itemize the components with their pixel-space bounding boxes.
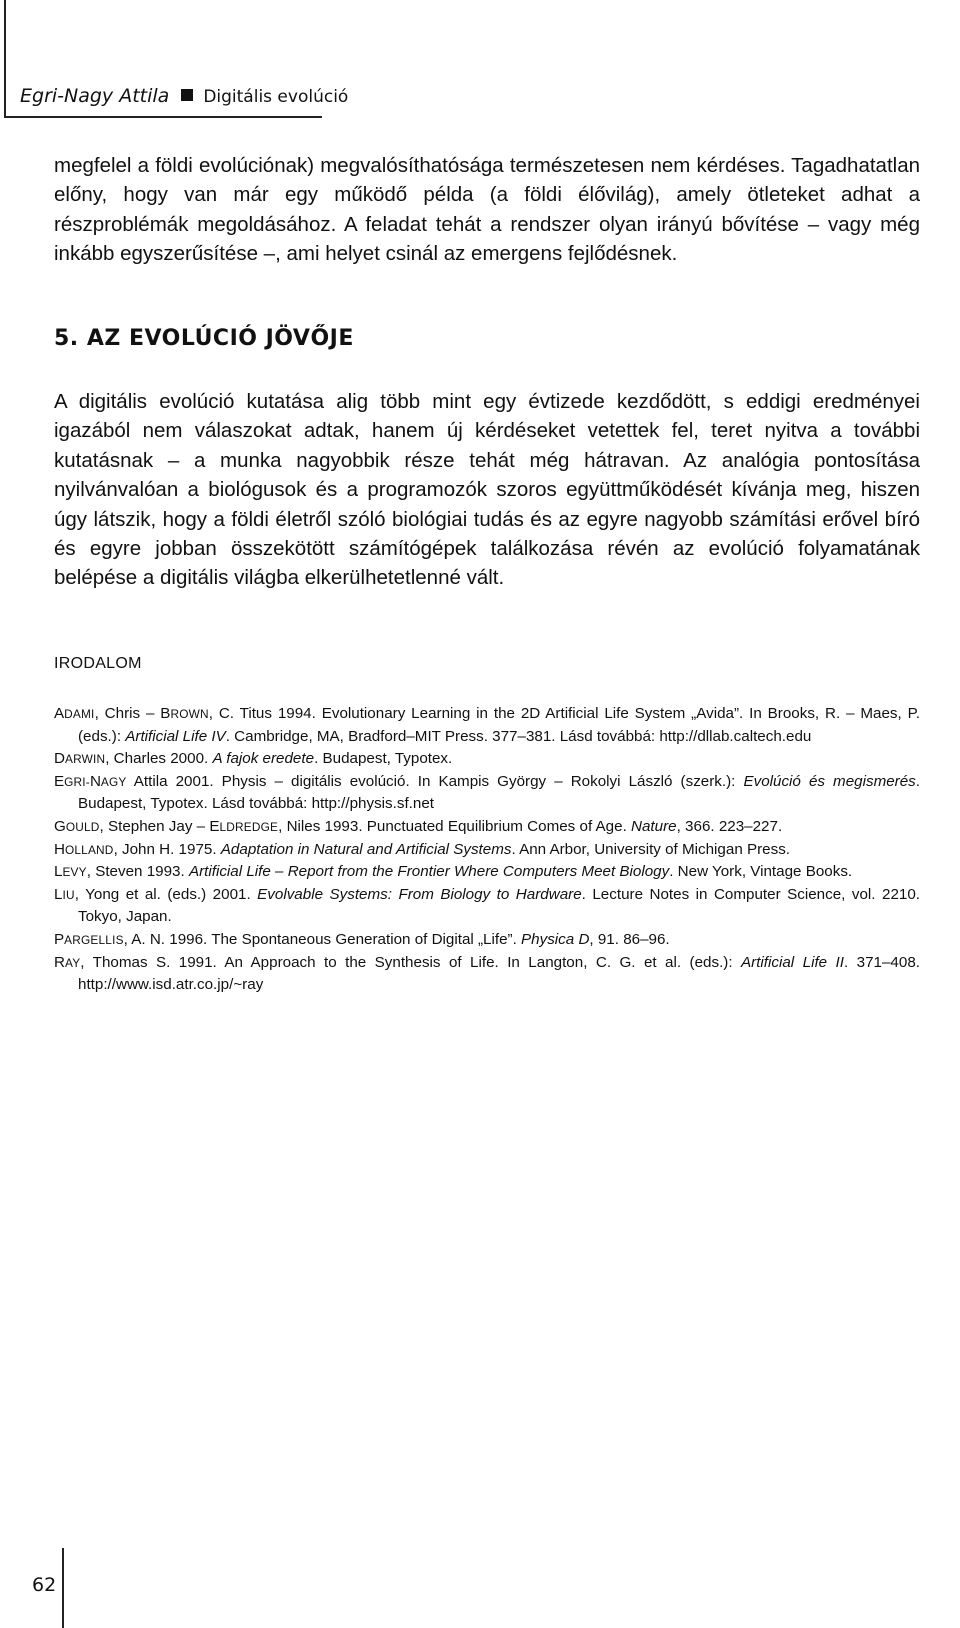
reference-egri-nagy: EGRI-NAGY Attila 2001. Physis – digitális evolúció. In Kampis György – Rokolyi László (szerk.): Evolúció és megismerés. Budapest, Typotex. Lásd továbbá: http://physis.sf.net: [54, 772, 920, 813]
references-list: [54, 703, 920, 997]
section-heading: 5. AZ EVOLÚCIÓ JÖVŐJE: [54, 326, 354, 351]
reference-adami: ADAMI, Chris – BROWN, C. Titus 1994. Evolutionary Learning in the 2D Artificial Life System „Avida”. In Brooks, R. – Maes, P. (eds.): Artificial Life IV. Cambridge, MA, Bradford–MIT Press. 377–381. Lásd továbbá: http://dllab.caltech.edu: [54, 705, 921, 745]
header-vertical-rule: [4, 0, 6, 118]
paragraph-intro: megfelel a földi evolúciónak) megvalósíthatósága természetesen nem kérdéses. Tagadhatatlan előny, hogy van már egy működő példa (a földi élővilág), amely ötleteket adhat a részproblémák megoldásához. A feladat tehát a rendszer olyan irányú bővítése – vagy még inkább egyszerűsítése –, ami helyet csinál az emergens fejlődésnek.: [54, 154, 920, 266]
reference-ray: RAY, Thomas S. 1991. An Approach to the Synthesis of Life. In Langton, C. G. et al. (eds.): Artificial Life II. 371–408. http://www.isd.atr.co.jp/~ray: [54, 953, 920, 994]
header-horizontal-rule: [4, 116, 322, 118]
running-head-title: Digitális evolúció: [203, 87, 349, 107]
references-heading: IRODALOM: [54, 655, 142, 672]
page-number: 62: [32, 1574, 57, 1596]
running-head-square-icon: [181, 89, 193, 101]
reference-levy: LEVY, Steven 1993. Artificial Life – Report from the Frontier Where Computers Meet Biology. New York, Vintage Books.: [54, 863, 853, 881]
footer-vertical-rule: [62, 1548, 64, 1628]
reference-pargellis: PARGELLIS, A. N. 1996. The Spontaneous Generation of Digital „Life”. Physica D, 91. 86–96.: [54, 930, 670, 948]
paragraph-future: A digitális evolúció kutatása alig több mint egy évtizede kezdődött, s eddigi eredményei igazából nem válaszokat adtak, hanem új kérdéseket vetettek fel, teret nyitva a további kutatásnak – a munka nagyobbik része tehát még hátravan. Az analógia pontosítása nyilvánvalóan a biológusok és a programozók szoros együttműködését kívánja meg, hiszen úgy látszik, hogy a földi életről szóló biológiai tudás és az egyre nagyobb számítási erővel bíró és egyre jobban összekötött számítógépek találkozása révén az evolúció folyamatának belépése a digitális világba elkerülhetetlenné vált.: [54, 390, 920, 590]
reference-liu: LIU, Yong et al. (eds.) 2001. Evolvable Systems: From Biology to Hardware. Lecture Notes in Computer Science, vol. 2210. Tokyo, Japan.: [54, 885, 920, 926]
reference-holland: HOLLAND, John H. 1975. Adaptation in Natural and Artificial Systems. Ann Arbor, University of Michigan Press.: [54, 840, 791, 858]
reference-darwin: DARWIN, Charles 2000. A fajok eredete. Budapest, Typotex.: [54, 750, 453, 768]
running-head: [20, 85, 348, 108]
running-head-author: Egri-Nagy Attila: [20, 85, 170, 107]
reference-gould: GOULD, Stephen Jay – ELDREDGE, Niles 1993. Punctuated Equilibrium Comes of Age. Nature, 366. 223–227.: [54, 817, 783, 835]
